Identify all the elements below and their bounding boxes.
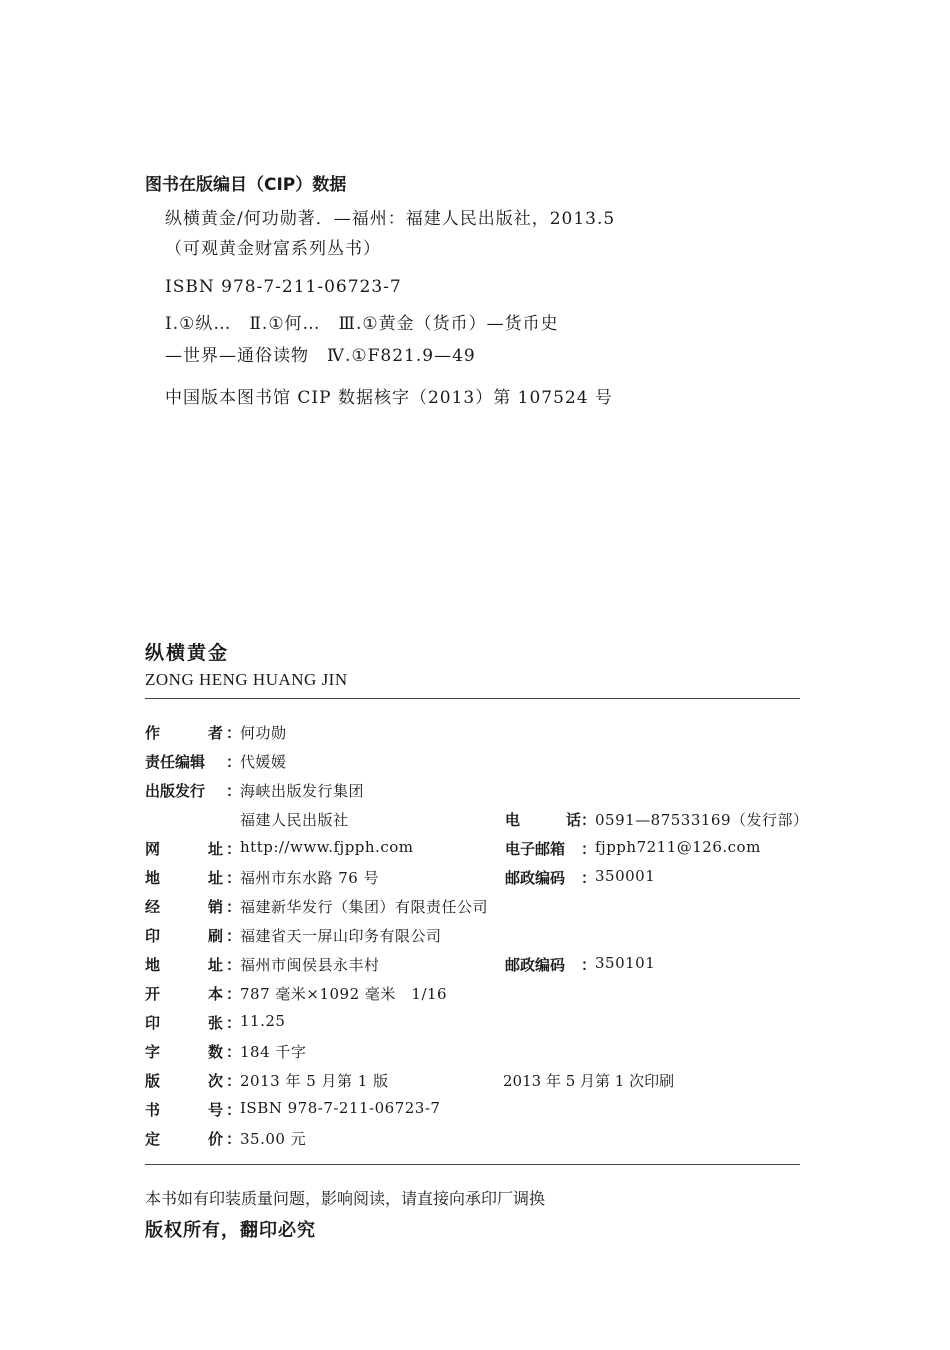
cip-isbn: ISBN 978-7-211-06723-7 [165,277,402,297]
bottom-divider [145,1164,800,1165]
postcode-label: 邮政编码 [505,869,566,887]
edition-label: 版 次 [145,1072,223,1090]
print-address-row: 地 址 ： 福州市闽侯县永丰村 邮政编码 ： 350101 [145,954,656,974]
copyright-notice: 版权所有，翻印必究 [145,1220,316,1241]
postcode-value: 350001 [595,867,656,885]
author-label: 作 者 [145,724,223,742]
book-title: 纵横黄金 [145,642,230,664]
distributor-value: 福建新华发行（集团）有限责任公司 [240,898,489,916]
print-postcode-value: 350101 [595,954,656,972]
format-row: 开 本 ： 787 毫米×1092 毫米 1/16 [145,985,448,1003]
publisher-label: 出版发行 [145,782,206,800]
words-row: 字 数 ： 184 千字 [145,1043,307,1061]
price-row: 定 价 ： 35.00 元 [145,1130,307,1148]
printer-row: 印 刷 ： 福建省天一屏山印务有限公司 [145,927,442,945]
publisher-phone-row: 福建人民出版社 电 话 ： 0591—87533169（发行部） [240,811,809,829]
publisher-group-value: 海峡出版发行集团 [240,782,365,800]
distributor-row: 经 销 ： 福建新华发行（集团）有限责任公司 [145,898,489,916]
editor-label: 责任编辑 [145,753,206,771]
book-title-pinyin: ZONG HENG HUANG JIN [145,670,348,689]
sheets-row: 印 张 ： 11.25 [145,1012,286,1032]
publisher-row: 出版发行 ： 海峡出版发行集团 [145,782,365,800]
words-value: 184 千字 [240,1043,307,1061]
edition-row: 版 次 ： 2013 年 5 月第 1 版 2013 年 5 月第 1 次印刷 [145,1072,675,1090]
cip-series-line: （可观黄金财富系列丛书） [165,239,381,259]
top-divider [145,698,800,699]
editor-row: 责任编辑 ： 代媛媛 [145,753,287,771]
phone-value: 0591—87533169（发行部） [595,811,809,829]
phone-label: 电 话 [505,811,581,829]
print-address-label: 地 址 [145,956,223,974]
web-value: http://www.fjpph.com [240,838,414,856]
quality-note: 本书如有印装质量问题，影响阅读，请直接向承印厂调换 [145,1189,546,1208]
sheets-label: 印 张 [145,1014,223,1032]
cip-heading: 图书在版编目（CIP）数据 [145,175,347,195]
email-value: fjpph7211@126.com [595,838,761,856]
isbn-label: 书 号 [145,1101,223,1119]
isbn-row: 书 号 ： ISBN 978-7-211-06723-7 [145,1099,441,1119]
address-row: 地 址 ： 福州市东水路 76 号 邮政编码 ： 350001 [145,867,656,887]
edition-value: 2013 年 5 月第 1 版 [240,1072,389,1090]
printer-value: 福建省天一屏山印务有限公司 [240,927,442,945]
sheets-value: 11.25 [240,1012,286,1030]
web-row: 网 址 ： http://www.fjpph.com 电子邮箱 ： fjpph7211@126.com [145,838,761,858]
cip-classification-2: —世界—通俗读物 Ⅳ.①F821.9—49 [165,346,476,366]
price-label: 定 价 [145,1130,223,1148]
distributor-label: 经 销 [145,898,223,916]
author-row: 作 者 ： 何功勋 [145,724,287,742]
print-postcode-label: 邮政编码 [505,956,566,974]
isbn-value: ISBN 978-7-211-06723-7 [240,1099,441,1117]
words-label: 字 数 [145,1043,223,1061]
cip-classification-1: Ⅰ.①纵… Ⅱ.①何… Ⅲ.①黄金（货币）—货币史 [165,314,559,334]
print-address-value: 福州市闽侯县永丰村 [240,956,380,974]
price-value: 35.00 元 [240,1130,307,1148]
editor-value: 代媛媛 [240,753,287,771]
web-label: 网 址 [145,840,223,858]
cip-approval: 中国版本图书馆 CIP 数据核字（2013）第 107524 号 [165,388,613,408]
address-value: 福州市东水路 76 号 [240,869,380,887]
printing-value: 2013 年 5 月第 1 次印刷 [503,1072,675,1090]
printer-label: 印 刷 [145,927,223,945]
author-value: 何功勋 [240,724,287,742]
format-value: 787 毫米×1092 毫米 1/16 [240,985,448,1003]
address-label: 地 址 [145,869,223,887]
format-label: 开 本 [145,985,223,1003]
cip-catalog-line: 纵横黄金/何功勋著．—福州：福建人民出版社，2013.5 [165,209,616,229]
email-label: 电子邮箱 [505,840,566,858]
publisher-value: 福建人民出版社 [240,811,349,829]
